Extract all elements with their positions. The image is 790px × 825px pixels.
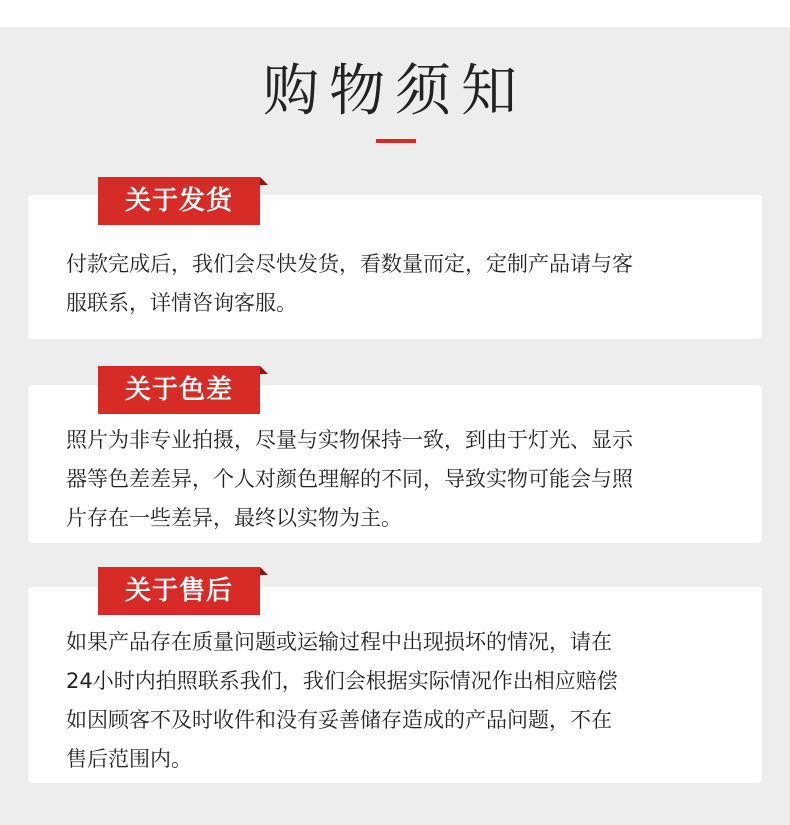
color-difference-text-line: 片存在一些差异，最终以实物为主。	[66, 506, 402, 530]
after-sales-badge: 关于售后	[98, 567, 260, 615]
color-difference-text	[66, 421, 742, 538]
page-title: 购物须知	[263, 59, 527, 124]
color-difference-badge: 关于色差	[98, 366, 260, 414]
shopping-notice-page	[0, 27, 790, 825]
badge-fold	[260, 177, 268, 185]
badge-fold	[260, 567, 268, 575]
after-sales-text-line: 24小时内拍照联系我们，我们会根据实际情况作出相应赔偿	[66, 669, 618, 693]
after-sales-card	[28, 587, 762, 783]
badge-fold	[260, 366, 268, 374]
title-underline	[376, 139, 416, 143]
shipping-text-line: 付款完成后，我们会尽快发货，看数量而定，定制产品请与客	[66, 252, 633, 276]
shipping-text	[66, 245, 742, 323]
shipping-text-line: 服联系，详情咨询客服。	[66, 291, 297, 315]
color-difference-text-line: 器等色差差异，个人对颜色理解的不同，导致实物可能会与照	[66, 467, 633, 491]
color-difference-text-line: 照片为非专业拍摄，尽量与实物保持一致，到由于灯光、显示	[66, 428, 633, 452]
after-sales-text-line: 如因顾客不及时收件和没有妥善储存造成的产品问题，不在	[66, 708, 612, 732]
after-sales-text	[66, 623, 742, 779]
after-sales-text-line: 售后范围内。	[66, 747, 192, 771]
after-sales-text-line: 如果产品存在质量问题或运输过程中出现损坏的情况，请在	[66, 630, 612, 654]
shipping-badge: 关于发货	[98, 177, 260, 225]
